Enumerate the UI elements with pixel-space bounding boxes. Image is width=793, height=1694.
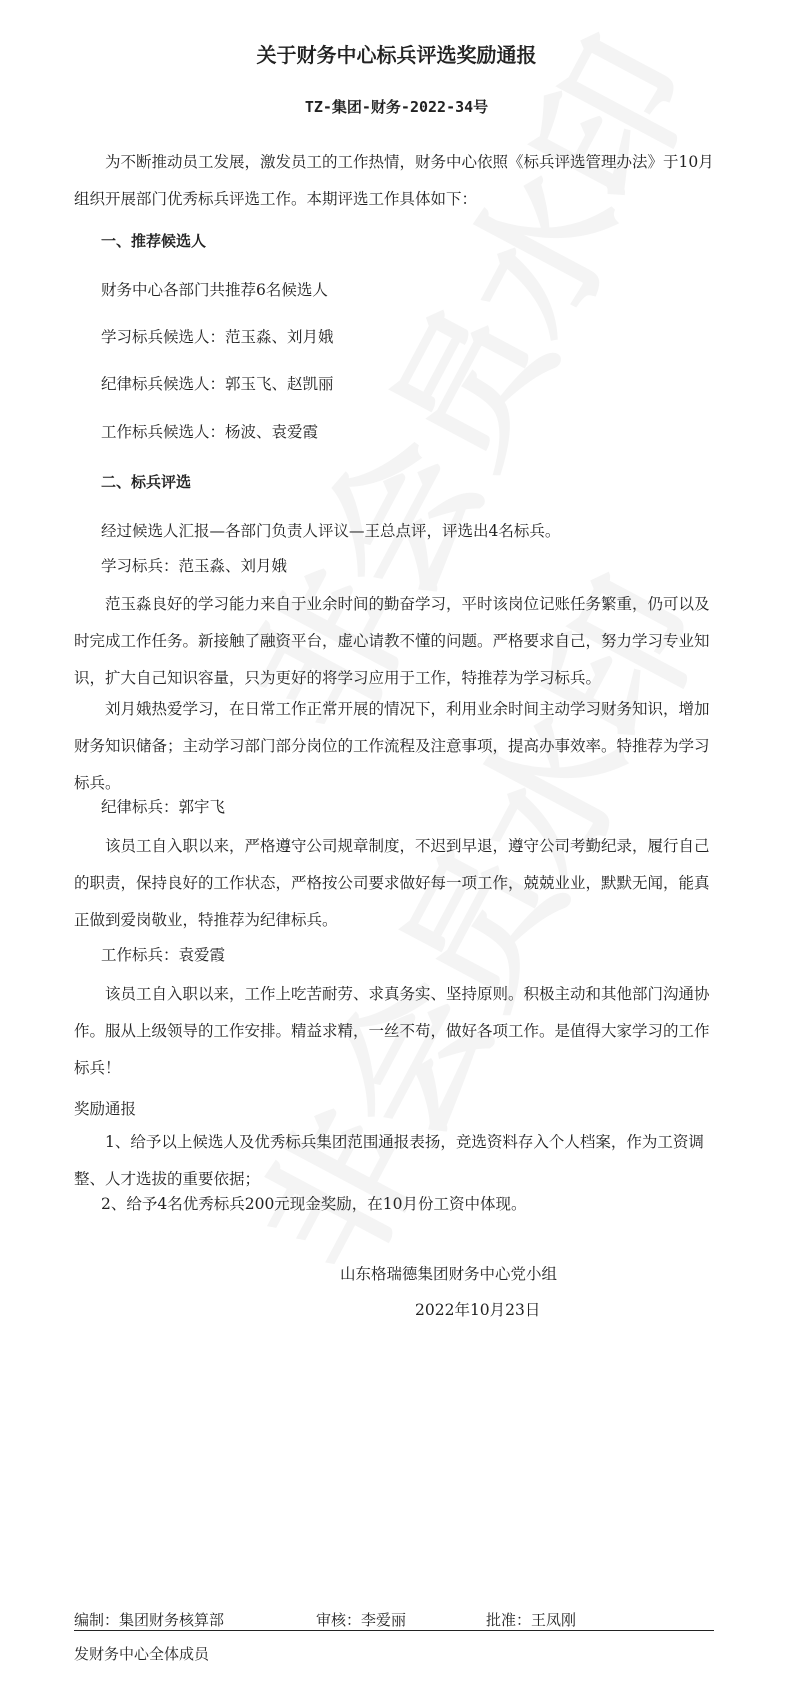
section1-heading: 一、推荐候选人 [101,232,207,250]
signature-org: 山东格瑞德集团财务中心党小组 [340,1265,558,1283]
signature-date: 2022年10月23日 [415,1301,541,1319]
section1-line-2: 学习标兵候选人：范玉淼、刘月娥 [101,328,334,346]
section2-process: 经过候选人汇报—各部门负责人评议—王总点评，评选出4名标兵。 [101,522,561,540]
document-title: 关于财务中心标兵评选奖励通报 [256,43,537,67]
work-label: 工作标兵：袁爱霞 [101,946,226,964]
footer-underline [74,1630,714,1631]
work-paragraph: 该员工自入职以来，工作上吃苦耐劳、求真务实、坚持原则。积极主动和其他部门沟通协作。服从上级领导的工作安排。精益求精，一丝不苟，做好各项工作。是值得大家学习的工作标兵！ [74,985,710,1077]
reward-item-2: 2、给予4名优秀标兵200元现金奖励，在10月份工资中体现。 [101,1195,527,1213]
discipline-paragraph: 该员工自入职以来，严格遵守公司规章制度，不迟到早退，遵守公司考勤纪录，履行自己的职责，保持良好的工作状态，严格按公司要求做好每一项工作，兢兢业业，默默无闻，能真正做到爱岗敬业，特推荐为纪律标兵。 [74,837,710,929]
section2-heading: 二、标兵评选 [101,473,192,491]
study-label: 学习标兵：范玉淼、刘月娥 [101,557,288,575]
intro-paragraph: 为不断推动员工发展，激发员工的工作热情，财务中心依照《标兵评选管理办法》于10月组织开展部门优秀标兵评选工作。本期评选工作具体如下： [74,153,714,208]
footer-reviewed: 审核：李爱丽 [316,1611,407,1629]
reward-heading: 奖励通报 [74,1100,137,1118]
document-number: TZ-集团-财务-2022-34号 [304,98,489,116]
footer-prepared: 编制：集团财务核算部 [74,1611,225,1629]
reward-item-1: 1、给予以上候选人及优秀标兵集团范围通报表扬，竞选资料存入个人档案，作为工资调整、人才选拔的重要依据； [74,1133,704,1188]
section1-line-3: 纪律标兵候选人：郭玉飞、赵凯丽 [101,375,334,393]
footer-distribution: 发财务中心全体成员 [74,1645,210,1663]
study-paragraph-1: 范玉淼良好的学习能力来自于业余时间的勤奋学习，平时该岗位记账任务繁重，仍可以及时完成工作任务。新接触了融资平台，虚心请教不懂的问题。严格要求自己，努力学习专业知识，扩大自己知识容量，只为更好的将学习应用于工作，特推荐为学习标兵。 [74,595,710,687]
footer-approved: 批准：王凤刚 [486,1611,577,1629]
section1-line-1: 财务中心各部门共推荐6名候选人 [101,281,328,299]
section1-line-4: 工作标兵候选人：杨波、袁爱霞 [101,423,319,441]
study-paragraph-2: 刘月娥热爱学习，在日常工作正常开展的情况下，利用业余时间主动学习财务知识，增加财务知识储备；主动学习部门部分岗位的工作流程及注意事项，提高办事效率。特推荐为学习标兵。 [74,700,710,792]
discipline-label: 纪律标兵：郭宇飞 [101,798,226,816]
